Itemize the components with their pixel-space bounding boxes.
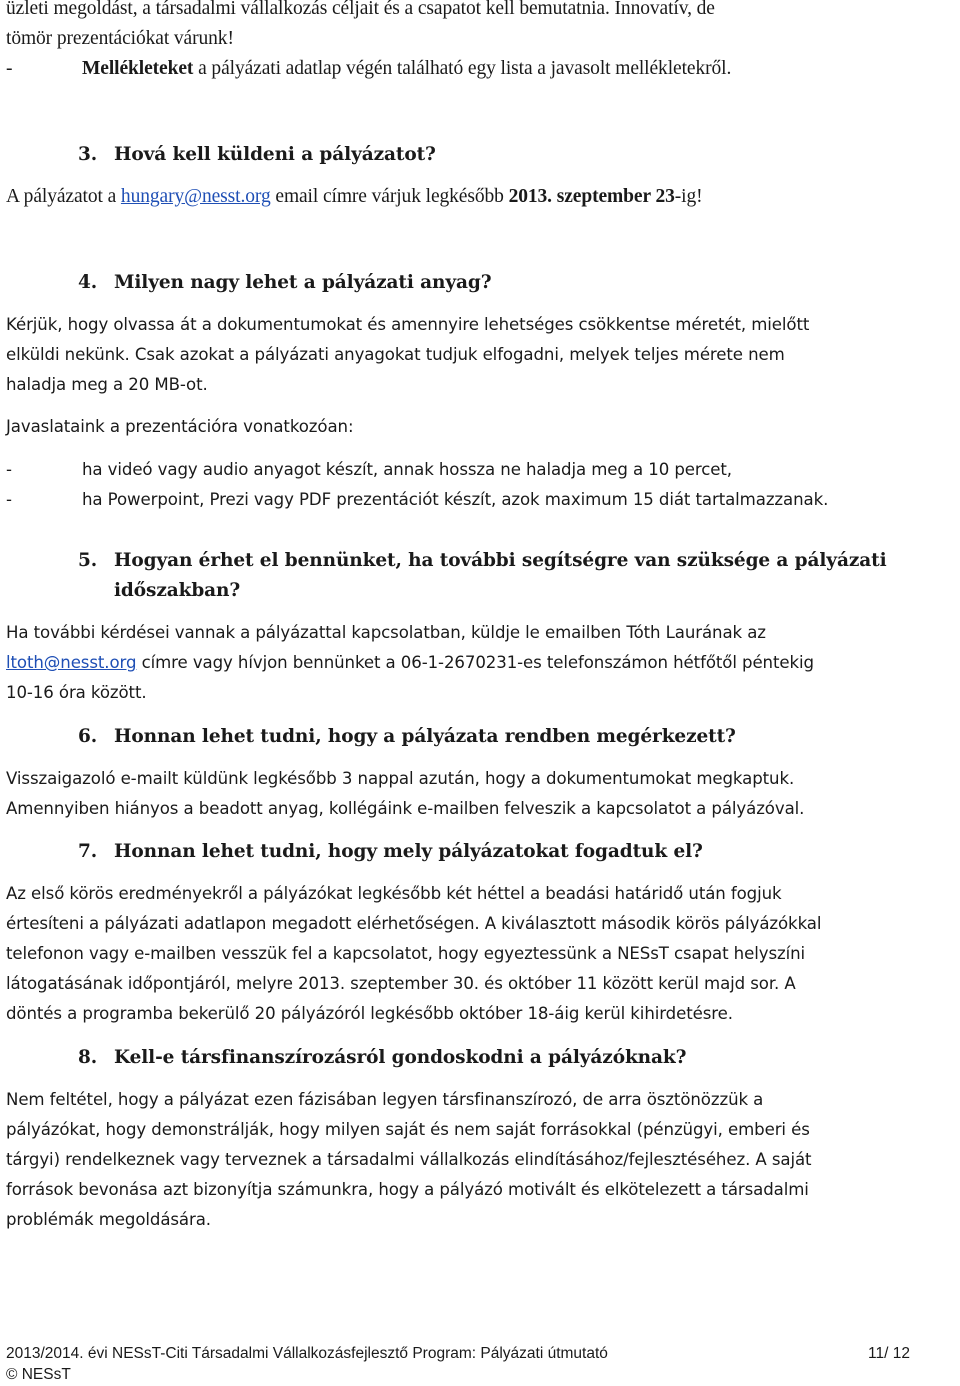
section-8-heading bbox=[78, 1043, 686, 1073]
section-8-title: Kell-e társfinanszírozásról gondoskodni a pályázóknak? bbox=[114, 1047, 687, 1068]
section-8-number: 8. bbox=[78, 1047, 98, 1068]
section-6-title: Honnan lehet tudni, hogy a pályázata rendben megérkezett? bbox=[114, 726, 736, 747]
section-4-number: 4. bbox=[78, 272, 98, 293]
section-4-heading bbox=[78, 268, 491, 298]
section-6-number: 6. bbox=[78, 726, 98, 747]
section-5-line-2-rest: címre vagy hívjon bennünket a 06-1-2670231-es telefonszámon hétfőtől péntekig bbox=[136, 653, 814, 672]
section-5-line-2 bbox=[6, 648, 814, 678]
section-5-line-1: Ha további kérdései vannak a pályázattal kapcsolatban, küldje le emailben Tóth Laurának az bbox=[6, 623, 766, 642]
section-8-line-5: problémák megoldására. bbox=[6, 1210, 211, 1229]
section-8-line-1: Nem feltétel, hogy a pályázat ezen fázisában legyen társfinanszírozó, de arra ösztönözzük a bbox=[6, 1090, 764, 1109]
attachments-bullet bbox=[6, 54, 731, 84]
section-5-heading bbox=[78, 546, 887, 576]
section-7-number: 7. bbox=[78, 841, 98, 862]
section-5-title-1: Hogyan érhet el bennünket, ha további segítségre van szüksége a pályázati bbox=[114, 550, 887, 571]
section-3-post: -ig! bbox=[674, 186, 703, 207]
section-5-line-3: 10-16 óra között. bbox=[6, 683, 147, 702]
bullet-text: ha videó vagy audio anyagot készít, annak hossza ne haladja meg a 10 percet, bbox=[82, 460, 732, 479]
section-7-line-3: telefonon vagy e-mailben vesszük fel a kapcsolatot, hogy egyeztessünk a NESsT csapat helyszíni bbox=[6, 944, 806, 963]
section-4-line-1: Kérjük, hogy olvassa át a dokumentumokat és amennyire lehetséges csökkentse méretét, mielőtt bbox=[6, 315, 810, 334]
section-7-line-5: döntés a programba bekerülő 20 pályázóról legkésőbb október 18-áig kerül kihirdetésre. bbox=[6, 1004, 733, 1023]
section-8-line-4: források bevonása azt bizonyítja számunkra, hogy a pályázó motivált és elkötelezett a társadalmi bbox=[6, 1180, 809, 1199]
intro-line-1: üzleti megoldást, a társadalmi vállalkozás céljait és a csapatot kell bemutatnia. Innovatív, de bbox=[6, 0, 715, 19]
section-7-line-2: értesíteni a pályázati adatlapon megadott elérhetőségen. A kiválasztott második körös pályázókkal bbox=[6, 914, 822, 933]
bullet-dash: - bbox=[6, 460, 12, 479]
section-8-line-2: pályázókat, hogy demonstrálják, hogy milyen saját és nem saját forrásokkal (pénzügyi, emberi és bbox=[6, 1120, 810, 1139]
section-7-heading bbox=[78, 837, 703, 867]
suggestions-label: Javaslataink a prezentációra vonatkozóan: bbox=[6, 417, 354, 436]
section-3-pre: A pályázatot a bbox=[6, 186, 121, 207]
footer-page-number: 11/ 12 bbox=[868, 1345, 910, 1362]
section-3-mid: email címre várjuk legkésőbb bbox=[270, 186, 509, 207]
section-7-title: Honnan lehet tudni, hogy mely pályázatokat fogadtuk el? bbox=[114, 841, 703, 862]
section-4-line-2: elküldi nekünk. Csak azokat a pályázati anyagokat tudjuk elfogadni, melyek teljes mérete nem bbox=[6, 345, 785, 364]
section-5-number: 5. bbox=[78, 550, 98, 571]
section-3-number: 3. bbox=[78, 144, 98, 165]
footer-program-title: 2013/2014. évi NESsT-Citi Társadalmi Vállalkozásfejlesztő Program: Pályázati útmutató bbox=[6, 1345, 608, 1362]
deadline-date: 2013. szeptember 23 bbox=[508, 186, 675, 207]
section-6-line-1: Visszaigazoló e-mailt küldünk legkésőbb 3 nappal azután, hogy a dokumentumokat megkaptuk. bbox=[6, 769, 795, 788]
footer-copyright: © NESsT bbox=[6, 1366, 71, 1383]
section-7-line-4: látogatásának időpontjáról, melyre 2013. szeptember 30. és október 11 között kerül majd sor. A bbox=[6, 974, 796, 993]
section-6-heading bbox=[78, 722, 736, 752]
intro-line-2: tömör prezentációkat várunk! bbox=[6, 28, 234, 49]
section-3-title: Hová kell küldeni a pályázatot? bbox=[114, 144, 436, 165]
bullet-dash: - bbox=[6, 58, 13, 79]
ltoth-email-link[interactable]: ltoth@nesst.org bbox=[6, 653, 137, 672]
bullet-dash: - bbox=[6, 490, 12, 509]
section-7-line-1: Az első körös eredményekről a pályázókat legkésőbb két héttel a beadási határidő után fogjuk bbox=[6, 884, 782, 903]
bullet-text: ha Powerpoint, Prezi vagy PDF prezentációt készít, azok maximum 15 diát tartalmazzanak. bbox=[82, 490, 829, 509]
section-4-line-3: haladja meg a 20 MB-ot. bbox=[6, 375, 208, 394]
attachments-bold: Mellékleteket bbox=[82, 58, 194, 79]
suggestion-bullet-2 bbox=[6, 485, 828, 515]
section-5-title-2: időszakban? bbox=[114, 580, 241, 601]
suggestion-bullet-1 bbox=[6, 455, 732, 485]
attachments-text: a pályázati adatlap végén található egy lista a javasolt mellékletekről. bbox=[193, 58, 732, 79]
section-6-line-2: Amennyiben hiányos a beadott anyag, kollégáink e-mailben felveszik a kapcsolatot a pályázóval. bbox=[6, 799, 805, 818]
section-3-heading bbox=[78, 140, 436, 170]
hungary-email-link[interactable]: hungary@nesst.org bbox=[120, 186, 271, 207]
section-3-text bbox=[6, 182, 703, 212]
section-8-line-3: tárgyi) rendelkeznek vagy terveznek a társadalmi vállalkozás elindításához/fejlesztéséhez. A saját bbox=[6, 1150, 812, 1169]
section-4-title: Milyen nagy lehet a pályázati anyag? bbox=[114, 272, 492, 293]
